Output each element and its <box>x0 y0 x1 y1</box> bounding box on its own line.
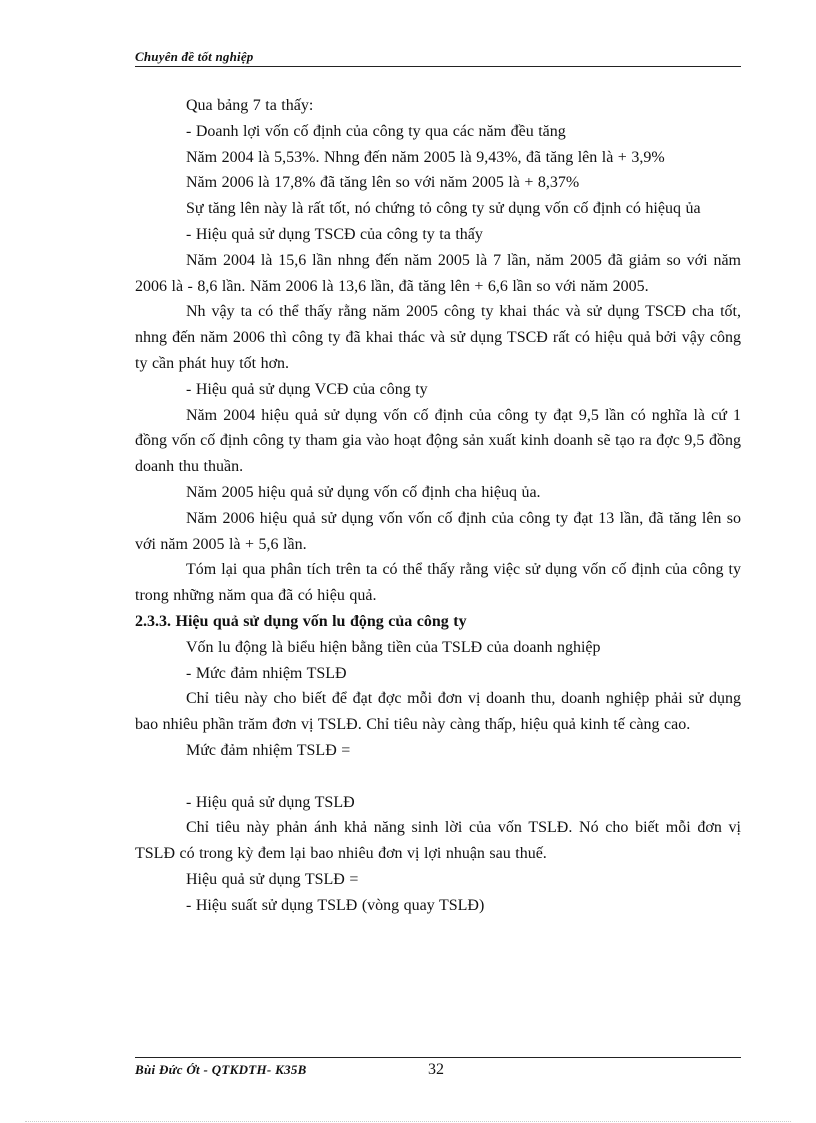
paragraph: Năm 2004 hiệu quả sử dụng vốn cố định của công ty đạt 9,5 lần có nghĩa là cứ 1 đồng vốn cố định công ty tham gia vào hoạt động sản xuất kinh doanh sẽ tạo ra đợc 9,5 đồng doanh thu thuần. <box>135 406 741 476</box>
paragraph: - Hiệu suất sử dụng TSLĐ (vòng quay TSLĐ) <box>186 896 485 914</box>
document-body <box>135 93 741 919</box>
paragraph: - Hiệu quả sử dụng VCĐ của công ty <box>186 380 428 398</box>
formula-label: Mức đảm nhiệm TSLĐ = <box>186 741 351 759</box>
paragraph: Năm 2004 là 5,53%. Nhng đến năm 2005 là 9,43%, đã tăng lên là + 3,9% <box>186 148 665 166</box>
footer-divider <box>135 1057 741 1058</box>
paragraph: Sự tăng lên này là rất tốt, nó chứng tỏ công ty sử dụng vốn cố định có hiệuq ủa <box>186 200 701 218</box>
paragraph: Chỉ tiêu này cho biết để đạt đợc mỗi đơn vị doanh thu, doanh nghiệp phải sử dụng bao nhiêu phần trăm đơn vị TSLĐ. Chỉ tiêu này càng thấp, hiệu quả kinh tế càng cao. <box>135 690 741 734</box>
footer-author: Bùi Đức Ớt - QTKDTH- K35B <box>135 1062 307 1077</box>
header-title: Chuyên đề tốt nghiệp <box>135 49 254 64</box>
section-heading: 2.3.3. Hiệu quả sử dụng vốn lu động của công ty <box>135 612 467 630</box>
page-bottom-edge <box>25 1121 791 1122</box>
formula-spacer <box>135 764 741 790</box>
page-header <box>135 49 741 67</box>
paragraph: - Hiệu quả sử dụng TSLĐ <box>186 793 355 811</box>
paragraph: Vốn lu động là biểu hiện bằng tiền của TSLĐ của doanh nghiệp <box>186 638 601 656</box>
page-number: 32 <box>428 1061 444 1078</box>
paragraph: - Mức đảm nhiệm TSLĐ <box>186 664 347 682</box>
paragraph: Năm 2004 là 15,6 lần nhng đến năm 2005 là 7 lần, năm 2005 đã giảm so với năm 2006 là - 8,6 lần. Năm 2006 là 13,6 lần, đã tăng lên + 6,6 lần so với năm 2005. <box>135 251 741 295</box>
formula-label: Hiệu quả sử dụng TSLĐ = <box>186 870 359 888</box>
paragraph: Nh vậy ta có thể thấy rằng năm 2005 công ty khai thác và sử dụng TSCĐ cha tốt, nhng đến năm 2006 thì công ty đã khai thác và sử dụng TSCĐ rất có hiệu quả bởi vậy công ty cần phát huy tốt hơn. <box>135 303 741 372</box>
paragraph: Năm 2006 là 17,8% đã tăng lên so với năm 2005 là + 8,37% <box>186 174 580 192</box>
paragraph: - Hiệu quả sử dụng TSCĐ của công ty ta thấy <box>186 225 483 243</box>
page-footer <box>135 1061 741 1081</box>
paragraph: - Doanh lợi vốn cố định của công ty qua các năm đều tăng <box>186 122 566 140</box>
paragraph: Tóm lại qua phân tích trên ta có thể thấy rằng việc sử dụng vốn cố định của công ty trong những năm qua đã có hiệu quả. <box>135 561 741 605</box>
paragraph: Qua bảng 7 ta thấy: <box>186 97 314 114</box>
paragraph: Năm 2005 hiệu quả sử dụng vốn cố định cha hiệuq ủa. <box>186 483 541 501</box>
paragraph: Chỉ tiêu này phản ánh khả năng sinh lời của vốn TSLĐ. Nó cho biết mỗi đơn vị TSLĐ có trong kỳ đem lại bao nhiêu đơn vị lợi nhuận sau thuế. <box>135 819 741 863</box>
paragraph: Năm 2006 hiệu quả sử dụng vốn vốn cố định của công ty đạt 13 lần, đã tăng lên so với năm 2005 là + 5,6 lần. <box>135 509 741 553</box>
